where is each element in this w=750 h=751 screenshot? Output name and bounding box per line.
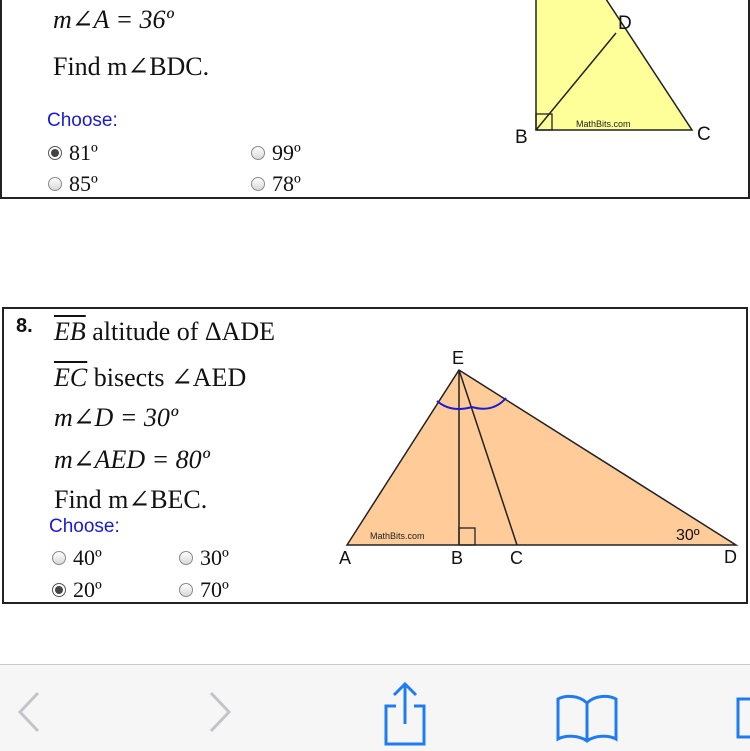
radio-button[interactable] (179, 583, 193, 597)
option-label: 99º (272, 140, 301, 165)
q7-option-3[interactable] (48, 171, 98, 197)
label-a: A (339, 548, 352, 568)
q7-triangle-diagram (502, 0, 732, 160)
tabs-icon[interactable] (730, 695, 750, 741)
q7-option-1[interactable] (48, 140, 98, 166)
radio-button[interactable] (179, 551, 193, 565)
label-e: E (452, 348, 465, 368)
q8-option-3[interactable] (52, 577, 102, 603)
share-icon[interactable] (380, 680, 430, 746)
radio-button[interactable] (251, 146, 265, 160)
q8-find-prompt: Find m∠BEC. (54, 485, 208, 514)
option-label: 81º (69, 140, 98, 165)
radio-button[interactable] (52, 583, 66, 597)
label-c: C (510, 548, 523, 568)
q8-triangle-diagram (324, 339, 744, 574)
q7-option-4[interactable] (251, 171, 301, 197)
q7-option-2[interactable] (251, 140, 301, 166)
q7-find-prompt: Find m∠BDC. (53, 52, 210, 81)
q8-choose-label: Choose: (49, 516, 120, 537)
option-label: 40º (73, 545, 102, 570)
q8-given-angle-aed: m∠AED = 80º (54, 445, 210, 474)
question-number: 8. (16, 315, 33, 337)
label-c: C (697, 124, 711, 145)
label-d: D (724, 547, 737, 567)
option-label: 70º (200, 577, 229, 602)
radio-button[interactable] (251, 177, 265, 191)
back-arrow-icon[interactable] (14, 689, 44, 735)
q8-option-4[interactable] (179, 577, 229, 603)
bookmarks-icon[interactable] (555, 693, 619, 743)
q8-option-1[interactable] (52, 545, 102, 571)
q8-option-2[interactable] (179, 545, 229, 571)
question-8-card (2, 307, 748, 604)
forward-arrow-icon[interactable] (205, 689, 235, 735)
radio-button[interactable] (48, 177, 62, 191)
label-b: B (451, 548, 464, 568)
q8-given-angle-d: m∠D = 30º (54, 403, 178, 432)
q7-given-angle: m∠A = 36º (53, 5, 174, 34)
label-d: D (618, 13, 632, 34)
segment-ec: $\overline{EC}$ (54, 363, 88, 392)
option-label: 30º (200, 545, 229, 570)
q8-given-bisector: $\overline{EC}$ bisects ∠AED (54, 363, 247, 392)
q7-triangle (536, 0, 692, 130)
browser-toolbar (0, 664, 750, 751)
radio-button[interactable] (52, 551, 66, 565)
q7-choose-label: Choose: (47, 110, 118, 131)
segment-eb: $\overline{EB}$ (54, 317, 86, 346)
watermark: MathBits.com (370, 531, 425, 541)
option-label: 78º (272, 171, 301, 196)
q8-given-altitude: $\overline{EB}$ altitude of ΔADE (54, 317, 276, 346)
option-label: 20º (73, 577, 102, 602)
angle-d-label: 30º (676, 527, 700, 544)
q8-triangle (347, 370, 736, 545)
radio-button[interactable] (48, 146, 62, 160)
question-7-card (0, 0, 750, 199)
option-label: 85º (69, 171, 98, 196)
watermark: MathBits.com (576, 119, 631, 129)
label-b: B (515, 127, 528, 148)
